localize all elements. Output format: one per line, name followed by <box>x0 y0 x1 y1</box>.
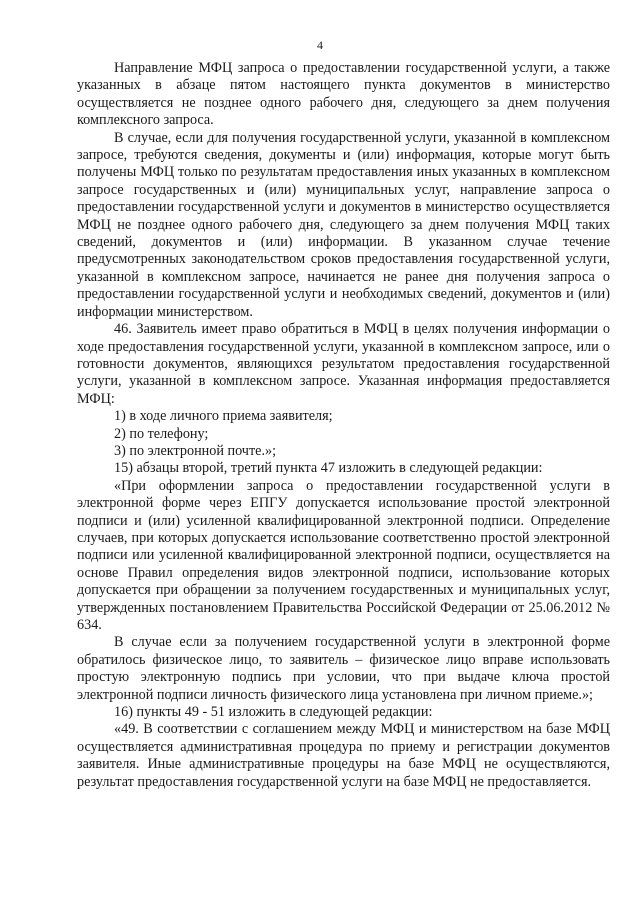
paragraph-electronic-signature: «При оформлении запроса о предоставлении государственной услуги в электронной форме через ЕПГУ допускается использование простой электронной подписи и (или) усиленной квалифицированной электронной подписи. Определение случаев, при которых допускается использование соответственно простой электронной подписи или усиленной квалифицированной электронной подписи, осуществляется на основе Правил определения видов электронной подписи, использование которых допускается при обращении за получением государственных и муниципальных услуг, утвержденных постановлением Правительства Российской Федерации от 25.06.2012 № 634. <box>77 477 610 633</box>
paragraph-amendment-15: 15) абзацы второй, третий пункта 47 изложить в следующей редакции: <box>114 460 543 477</box>
paragraph-amendment-16: 16) пункты 49 - 51 изложить в следующей редакции: <box>114 704 433 721</box>
paragraph-simple-signature: В случае если за получением государственной услуги в электронной форме обратилось физическое лицо, то заявитель – физическое лицо вправе использовать простую электронную подпись при условии, что при выдаче ключа простой электронной подписи личность физического лица установлена при личном приеме.»; <box>77 634 610 703</box>
page-number: 4 <box>317 38 323 52</box>
list-item-email: 3) по электронной почте.»; <box>114 442 277 459</box>
document-body <box>77 60 610 791</box>
list-item-personal-reception: 1) в ходе личного приема заявителя; <box>114 408 333 425</box>
paragraph-item-49: «49. В соответствии с соглашением между МФЦ и министерством на базе МФЦ осуществляется административная процедура по приему и регистрации документов заявителя. Иные административные процедуры на базе МФЦ не осуществляются, результат предоставления государственной услуги на базе МФЦ не предоставляется. <box>77 721 610 790</box>
paragraph-mfc-request-deadline: Направление МФЦ запроса о предоставлении государственной услуги, а также указанных в абзаце пятом настоящего пункта документов в министерство осуществляется не позднее одного рабочего дня, следующего за днем получения комплексного запроса. <box>77 60 610 129</box>
list-item-telephone: 2) по телефону; <box>114 425 209 442</box>
paragraph-complex-request-case: В случае, если для получения государственной услуги, указанной в комплексном запросе, требуются сведения, документы и (или) информация, которые могут быть получены МФЦ только по результатам предоставления иных указанных в комплексном запросе государственных и (или) муниципальных услуг, направление запроса о предоставлении государственной услуги и документов в министерство осуществляется МФЦ не позднее одного рабочего дня, следующего за днем получения МФЦ таких сведений, документов и (или) информации. В указанном случае течение предусмотренных законодательством сроков предоставления государственной услуги, указанной в комплексном запросе, начинается не ранее дня получения запроса о предоставлении государственной услуги и необходимых сведений, документов и (или) информации министерством. <box>77 129 610 320</box>
paragraph-item-46: 46. Заявитель имеет право обратиться в МФЦ в целях получения информации о ходе предоставления государственной услуги, указанной в комплексном запросе, или о готовности документов, являющихся результатом предоставления государственной услуги, указанной в комплексном запросе. Указанная информация предоставляется МФЦ: <box>77 321 610 407</box>
